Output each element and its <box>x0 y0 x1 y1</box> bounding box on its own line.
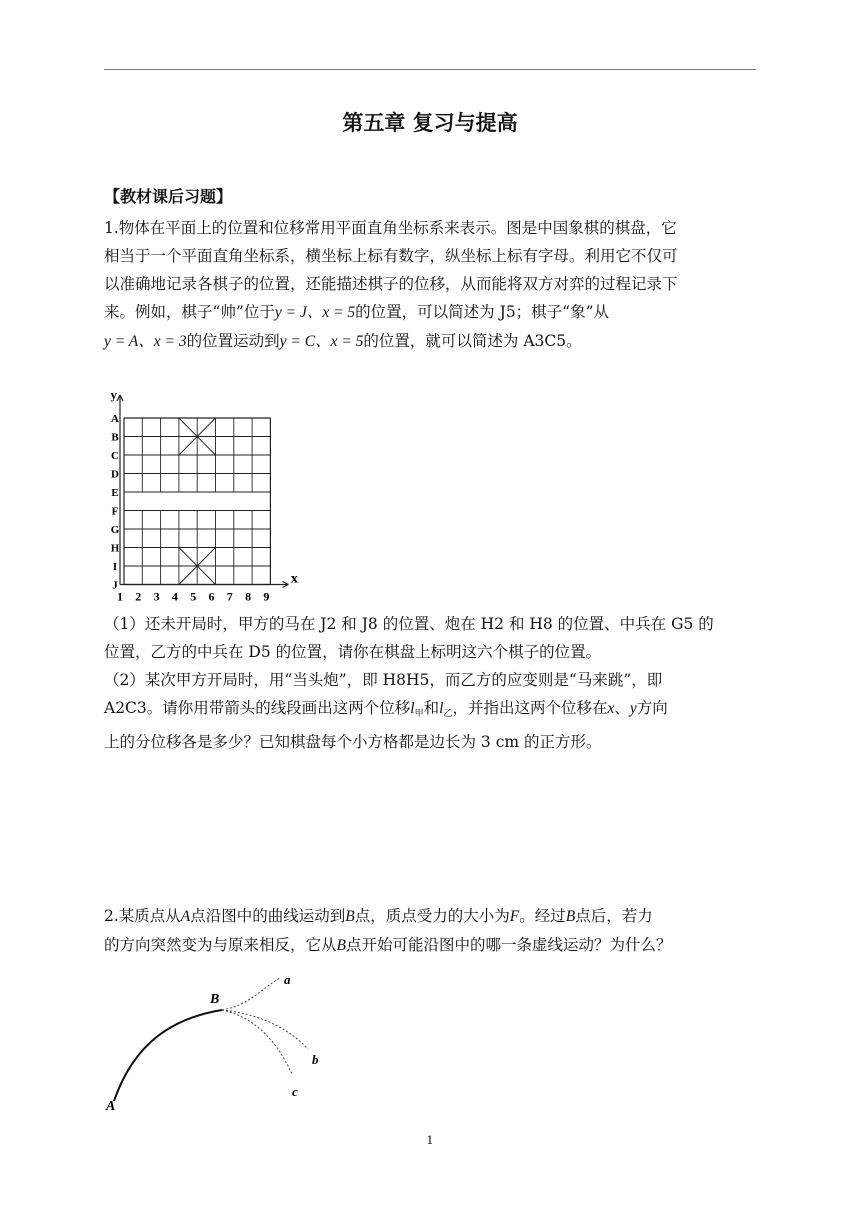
part-2-text: 、 <box>614 699 630 717</box>
part-2-text: ，并指出这两个位移在 <box>452 699 608 717</box>
question-1-text <box>104 214 756 356</box>
board-grid <box>117 395 288 588</box>
part-1-line: 位置，乙方的中兵在 D5 的位置，请你在棋盘上标明这六个棋子的位置。 <box>104 643 602 661</box>
page-number: 1 <box>426 1134 434 1147</box>
q1-text: 的位置运动到 <box>186 332 280 350</box>
page-title: 第五章 复习与提高 <box>342 111 518 135</box>
board-row-label: E <box>111 487 119 499</box>
board-row-label: A <box>111 413 119 425</box>
q2-text: 点沿图中的曲线运动到 <box>190 907 346 925</box>
board-row-label: D <box>111 468 119 481</box>
q2-text: 的方向突然变为与原来相反，它从 <box>104 936 337 954</box>
dashed-path-c <box>222 1010 292 1074</box>
question-2-text <box>104 902 756 960</box>
board-col-label: 3 <box>153 589 160 604</box>
board-labels <box>111 387 298 604</box>
part-2-line <box>104 694 756 728</box>
board-col-label: 7 <box>226 589 233 604</box>
board-row-label: G <box>110 524 120 536</box>
q2-line <box>104 902 756 931</box>
q1-text: 的位置，可以简述为 J5；棋子“象”从 <box>355 303 610 321</box>
q1-line: 以准确地记录各棋子的位置，还能描述棋子的位移，从而能将双方对弈的过程记录下 <box>104 275 678 293</box>
board-col-label: 9 <box>263 589 270 604</box>
q1-line: 相当于一个平面直角坐标系，横坐标上标有数字，纵坐标上标有字母。利用它不仅可 <box>104 247 678 265</box>
math-symbol: l <box>410 700 415 717</box>
subscript: 甲 <box>414 709 424 719</box>
label-c: c <box>292 1084 298 1099</box>
part-2-text: 方向 <box>636 699 668 717</box>
math-symbol: B <box>336 937 346 954</box>
board-col-label: 1 <box>117 589 123 604</box>
math-symbol: F <box>509 908 520 925</box>
math-symbol: y <box>629 700 637 717</box>
math-symbol: A <box>180 908 191 925</box>
part-1-line: （1）还未开局时，甲方的马在 J2 和 J8 的位置、炮在 H2 和 H8 的位置、中兵在 G5 的 <box>104 615 714 633</box>
q1-line <box>104 327 756 356</box>
board-row-label: I <box>112 561 118 573</box>
q2-text: 点开始可能沿图中的哪一条虚线运动？为什么？ <box>345 936 672 954</box>
part-2-line: （2）某次甲方开局时，用“当头炮”，即 H8H5，而乙方的应变则是“马来跳”，即 <box>104 671 663 689</box>
part-2-text: 和 <box>423 699 440 717</box>
question-1-parts <box>104 610 756 756</box>
q1-line: 1.物体在平面上的位置和位移常用平面直角坐标系来表示。图是中国象棋的棋盘，它 <box>104 219 677 237</box>
part-2-text: A2C3。请你用带箭头的线段画出这两个位移 <box>104 699 411 717</box>
board-row-label: C <box>111 450 119 462</box>
board-row-label: J <box>112 579 118 592</box>
section-heading: 【教材课后习题】 <box>104 187 233 206</box>
board-col-label: 6 <box>208 589 215 604</box>
math-symbol: x <box>607 700 615 717</box>
board-col-label: 2 <box>135 589 142 604</box>
curve-figure <box>100 970 340 1115</box>
q2-text: 2.某质点从 <box>104 907 181 925</box>
subscript: 乙 <box>443 709 453 719</box>
label-b: b <box>312 1052 319 1067</box>
board-row-label: B <box>111 431 119 444</box>
dashed-path-a <box>222 978 280 1010</box>
math-symbol: B <box>345 908 355 925</box>
x-axis-label: x <box>290 571 298 587</box>
label-a: a <box>284 972 291 987</box>
board-col-label: 8 <box>245 589 252 604</box>
math-symbol: l <box>439 700 444 717</box>
q1-text: 来。例如，棋子“帅”位于 <box>104 303 275 321</box>
part-2-line: 上的分位移各是多少？已知棋盘每个小方格都是边长为 3 cm 的正方形。 <box>104 733 602 751</box>
math-expression: y = J、x = 5 <box>274 304 356 321</box>
math-symbol: B <box>565 908 576 925</box>
q2-line <box>104 931 756 960</box>
q2-text: 点后，若力 <box>575 907 653 925</box>
board-row-label: H <box>110 542 120 555</box>
header-rule <box>104 69 756 70</box>
board-col-label: 4 <box>171 589 178 604</box>
q2-text: 点，质点受力的大小为 <box>354 907 510 925</box>
label-A: A <box>106 1099 116 1114</box>
chess-board-figure <box>100 385 310 607</box>
math-expression: y = C、x = 5 <box>279 333 364 350</box>
board-col-label: 5 <box>190 589 197 604</box>
math-expression: y = A、x = 3 <box>104 333 187 350</box>
q1-text: 的位置，就可以简述为 A3C5。 <box>363 332 582 350</box>
trajectory-curve <box>114 1010 222 1101</box>
dashed-path-b <box>222 1010 308 1049</box>
q1-line <box>104 298 756 327</box>
label-B: B <box>210 992 220 1007</box>
board-row-label: F <box>111 505 119 518</box>
q2-text: 。经过 <box>519 907 566 925</box>
y-axis-label: y <box>110 387 117 402</box>
